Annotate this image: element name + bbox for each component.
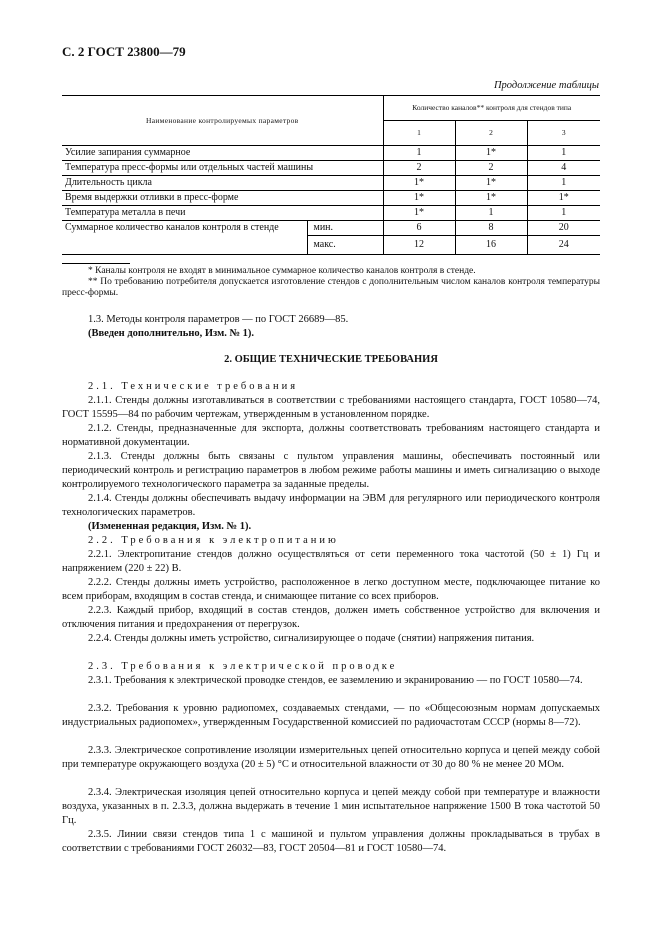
paragraph-2-2-2: 2.2.2. Стенды должны иметь устройство, расположенное в легко доступном месте, подключающее питание ко всем приборам, входящим в состав стенда, и снимающее питание со всех приборов.: [62, 577, 600, 602]
table-row: [62, 146, 600, 161]
table-row: [62, 161, 600, 176]
page-header: С. 2 ГОСТ 23800—79: [62, 44, 186, 59]
type-column-1: 1: [383, 121, 455, 146]
channel-value: 1*: [455, 176, 527, 191]
paragraph-2-3-3: 2.3.3. Электрическое сопротивление изоляции измерительных цепей относительно корпуса и цепей между собой при температуре окружающего воздуха (20 ± 5) °С и относительной влажности от 30 до 80 % не менее 20 МОм.: [62, 745, 600, 770]
amendment-note-2: (Измененная редакция, Изм. № 1).: [88, 521, 252, 532]
paragraph-2-1-4: 2.1.4. Стенды должны обеспечивать выдачу информации на ЭВМ для регулярного или периодического контроля технологических параметров.: [62, 493, 600, 518]
subsection-2-1: 2.1. Технические требования: [88, 381, 299, 392]
channel-value: 2: [383, 161, 455, 176]
subsection-2-3: 2.3. Требования к электрической проводке: [88, 661, 398, 672]
paragraph-2-3-2: 2.3.2. Требования к уровню радиопомех, создаваемых стендами, — по «Общесоюзным нормам допускаемых индустриальных радиопомех», утвержденным Государственной комиссией по радиочастотам СССР (нормы 8—72).: [62, 703, 600, 728]
footnote-1: * Каналы контроля не входят в минимальное суммарное количество каналов контроля в стенде.: [88, 266, 476, 276]
type-column-2: 2: [455, 121, 527, 146]
paragraph-2-2-3: 2.2.3. Каждый прибор, входящий в состав стендов, должен иметь собственное устройство для включения и отключения питания и предохранения от перегрузок.: [62, 605, 600, 630]
param-name: Длительность цикла: [62, 176, 383, 191]
channel-value: 1*: [383, 191, 455, 206]
max-value: 24: [527, 236, 600, 255]
paragraph-2-3-5: 2.3.5. Линии связи стендов типа 1 с машиной и пультом управления должны прокладываться в трубах в соответствии с требованиями ГОСТ 26032—83, ГОСТ 20504—81 и ГОСТ 10580—74.: [62, 829, 600, 854]
param-name: Температура металла в печи: [62, 206, 383, 221]
channel-value: 1*: [527, 191, 600, 206]
param-name: Время выдержки отливки в пресс-форме: [62, 191, 383, 206]
channel-value: 1: [527, 146, 600, 161]
min-value: 20: [527, 221, 600, 236]
paragraph-2-3-1: 2.3.1. Требования к электрической проводке стендов, ее заземлению и экранированию — по ГОСТ 10580—74.: [88, 675, 583, 686]
paragraph-2-1-2: 2.1.2. Стенды, предназначенные для экспорта, должны соответствовать требованиям настоящего стандарта и нормативной документации.: [62, 423, 600, 448]
paragraph-2-3-4: 2.3.4. Электрическая изоляция цепей относительно корпуса и цепей между собой при температуре и влажности воздуха, указанных в п. 2.3.3, должна выдержать в течение 1 мин испытательное напряжение 1500 В тока частотой 50 Гц.: [62, 787, 600, 826]
channel-value: 4: [527, 161, 600, 176]
channel-value: 1*: [455, 191, 527, 206]
max-value: 12: [383, 236, 455, 255]
channel-value: 1*: [455, 146, 527, 161]
channel-value: 1*: [383, 206, 455, 221]
paragraph-2-2-4: 2.2.4. Стенды должны иметь устройство, сигнализирующее о подаче (снятии) напряжения питания.: [88, 633, 535, 644]
section-2-title: 2. ОБЩИЕ ТЕХНИЧЕСКИЕ ТРЕБОВАНИЯ: [224, 354, 438, 365]
table-row: [62, 191, 600, 206]
table-row: [62, 176, 600, 191]
paragraph-2-2-1: 2.2.1. Электропитание стендов должно осуществляться от сети переменного тока частотой (50 ± 1) Гц и напряжением (220 ± 22) В.: [62, 549, 600, 574]
sum-label: Суммарное количество каналов контроля в стенде: [62, 221, 307, 255]
channels-column-header: Количество каналов** контроля для стендов типа: [383, 96, 600, 121]
channel-value: 1: [527, 206, 600, 221]
max-value: 16: [455, 236, 527, 255]
min-value: 8: [455, 221, 527, 236]
sum-row-min: [62, 221, 600, 236]
channel-value: 1: [527, 176, 600, 191]
params-column-header: Наименование контролируемых параметров: [62, 96, 383, 146]
amendment-note-1: (Введен дополнительно, Изм. № 1).: [88, 328, 255, 339]
type-column-3: 3: [527, 121, 600, 146]
footnote-divider: [62, 263, 130, 264]
paragraph-2-1-1: 2.1.1. Стенды должны изготавливаться в соответствии с требованиями настоящего стандарта, ГОСТ 10580—74, ГОСТ 15595—84 по рабочим чертежам, утвержденным в установленном порядке.: [62, 395, 600, 420]
channel-value: 1*: [383, 176, 455, 191]
min-value: 6: [383, 221, 455, 236]
table-continuation-label: Продолжение таблицы: [493, 80, 599, 91]
paragraph-2-1-3: 2.1.3. Стенды должны быть связаны с пультом управления машины, обеспечивать постоянный или периодический контроль и регистрацию параметров в любом режиме работы машины и иметь сигнализацию о выходе контролируемого технологического параметра за заданные пределы.: [62, 451, 600, 490]
param-name: Температура пресс-формы или отдельных частей машины: [62, 161, 383, 176]
param-name: Усилие запирания суммарное: [62, 146, 383, 161]
channel-value: 1: [455, 206, 527, 221]
paragraph-1-3: 1.3. Методы контроля параметров — по ГОСТ 26689—85.: [88, 314, 349, 325]
channel-value: 1: [383, 146, 455, 161]
channel-value: 2: [455, 161, 527, 176]
footnote-2: ** По требованию потребителя допускается изготовление стендов с дополнительным числом каналов контроля температуры пресс-формы.: [62, 277, 600, 298]
parameters-table: [62, 95, 600, 255]
max-label: макс.: [307, 236, 383, 255]
min-label: мин.: [307, 221, 383, 236]
subsection-2-2: 2.2. Требования к электропитанию: [88, 535, 339, 546]
table-row: [62, 206, 600, 221]
